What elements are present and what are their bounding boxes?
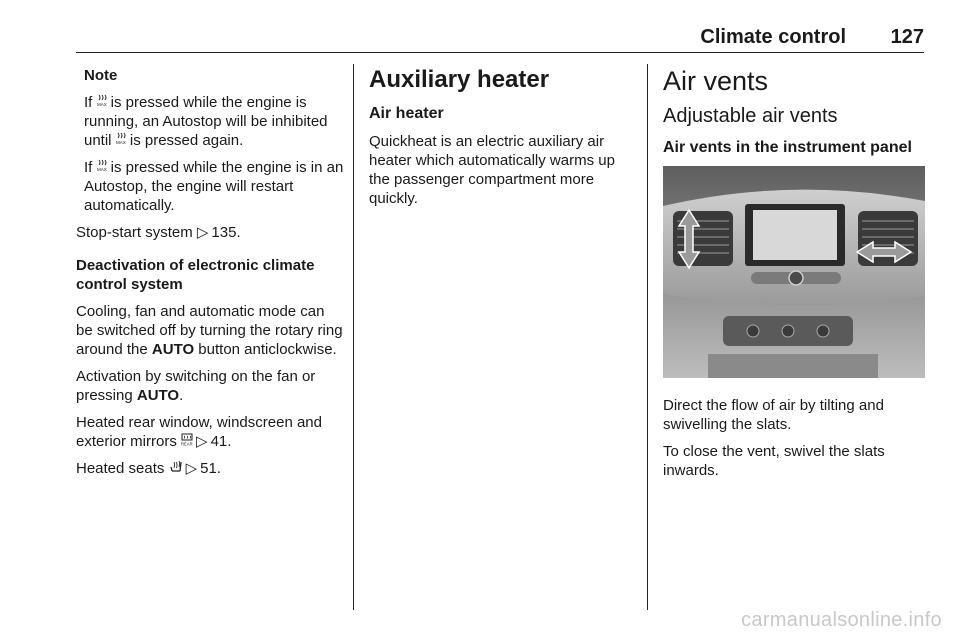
paragraph: To close the vent, swivel the slats inwards. bbox=[663, 443, 885, 479]
watermark: carmanualsonline.info bbox=[741, 609, 942, 631]
column-divider bbox=[353, 64, 354, 610]
max-defrost-icon bbox=[116, 131, 126, 150]
subsection-title: Adjustable air vents bbox=[663, 105, 838, 127]
rear-window-heating-icon bbox=[181, 432, 193, 451]
paragraph: Heated seats ▷ 51. bbox=[76, 460, 221, 477]
section-title: Air vents bbox=[663, 66, 769, 96]
subsection-title: Air heater bbox=[369, 105, 444, 122]
page-header bbox=[76, 22, 924, 53]
minor-heading: Air vents in the instrument panel bbox=[663, 139, 912, 156]
paragraph: Direct the flow of air by tilting and swivelling the slats. bbox=[663, 397, 884, 433]
paragraph: Cooling, fan and automatic mode can be switched off by turning the rotary ring around the AUTO button anticlockwise. bbox=[76, 303, 343, 358]
paragraph: Stop-start system ▷ 135. bbox=[76, 224, 241, 241]
svg-text:MAX: MAX bbox=[115, 140, 126, 145]
air-vents-photo bbox=[663, 166, 925, 378]
chapter-title: Climate control bbox=[700, 26, 846, 48]
note-title: Note bbox=[84, 67, 118, 84]
page-number: 127 bbox=[890, 26, 924, 48]
paragraph: Quickheat is an electric auxiliary air heater which automatically warms up the passenger compartment more quickly. bbox=[369, 133, 615, 207]
note-paragraph: If MAX is pressed while the engine is running, an Autostop will be inhibited until MAX is pressed again. bbox=[84, 94, 328, 149]
svg-text:MAX: MAX bbox=[96, 167, 107, 172]
max-defrost-icon bbox=[97, 93, 107, 112]
paragraph: Heated rear window, windscreen and exterior mirrors REAR ▷ 41. bbox=[76, 414, 322, 450]
column-2 bbox=[369, 66, 637, 216]
column-3 bbox=[663, 66, 925, 488]
reference-arrow-icon: ▷ bbox=[196, 224, 212, 241]
seat-heating-icon bbox=[169, 459, 183, 478]
column-divider bbox=[647, 64, 648, 610]
reference-arrow-icon: ▷ bbox=[182, 460, 201, 477]
section-title: Auxiliary heater bbox=[369, 66, 550, 93]
note-block bbox=[76, 66, 344, 215]
svg-text:REAR: REAR bbox=[181, 441, 193, 446]
reference-arrow-icon: ▷ bbox=[193, 433, 211, 450]
max-defrost-icon bbox=[97, 158, 107, 177]
subheading: Deactivation of electronic climate control system bbox=[76, 257, 315, 293]
svg-text:MAX: MAX bbox=[96, 102, 107, 107]
note-paragraph: If MAX is pressed while the engine is in an Autostop, the engine will restart automatically. bbox=[84, 159, 344, 214]
paragraph: Activation by switching on the fan or pressing AUTO. bbox=[76, 368, 316, 404]
column-1 bbox=[76, 66, 344, 486]
